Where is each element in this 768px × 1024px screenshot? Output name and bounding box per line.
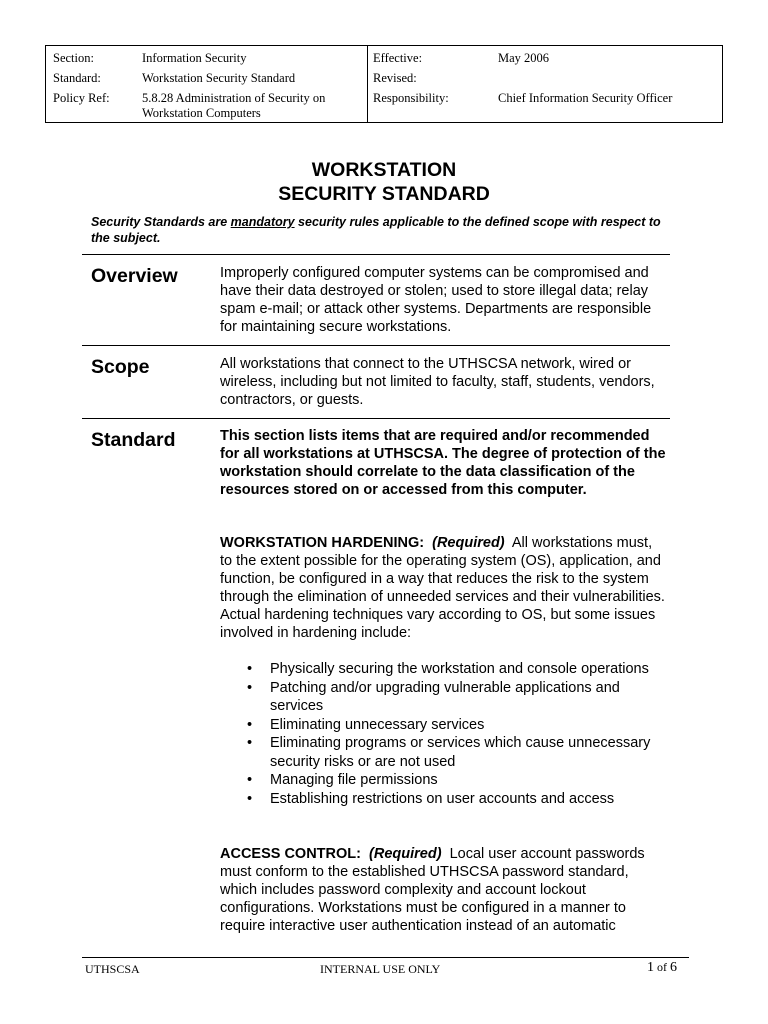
effective-label: Effective: — [373, 51, 423, 65]
hardening-paragraph — [220, 534, 668, 642]
bullet-icon: • — [247, 679, 253, 696]
section-divider — [82, 345, 670, 346]
policy-ref-value-line1: 5.8.28 Administration of Security on — [142, 91, 326, 105]
scope-text: All workstations that connect to the UTHSCSA network, wired or wireless, including but not limited to faculty, staff, students, vendors, contractors, or guests. — [220, 356, 655, 408]
footer-divider — [82, 957, 689, 958]
policy-ref-value-line2: Workstation Computers — [142, 106, 261, 120]
header-divider — [367, 46, 368, 122]
bullet-icon: • — [247, 716, 253, 733]
section-label: Section: — [53, 51, 94, 65]
intro-underlined: mandatory — [230, 215, 295, 229]
hardening-issues-list — [220, 660, 668, 808]
list-item — [220, 734, 668, 771]
scope-heading: Scope — [91, 356, 150, 378]
list-item-text: Physically securing the workstation and console operations — [270, 661, 649, 677]
hardening-required: (Required) — [432, 535, 505, 551]
standard-label: Standard: — [53, 71, 101, 85]
access-control-label: ACCESS CONTROL: — [220, 846, 361, 862]
bullet-icon: • — [247, 661, 253, 677]
intro-before: Security Standards are — [91, 215, 231, 229]
list-item — [220, 790, 668, 809]
policy-ref-label: Policy Ref: — [53, 91, 110, 105]
overview-heading: Overview — [91, 265, 178, 287]
document-title-line1: WORKSTATION — [311, 159, 457, 181]
list-item — [220, 679, 668, 716]
section-divider — [82, 254, 670, 255]
list-item — [220, 660, 668, 679]
current-page: 1 — [647, 960, 654, 975]
access-control-required: (Required) — [369, 846, 442, 862]
footer-classification: INTERNAL USE ONLY — [320, 962, 441, 976]
revised-label: Revised: — [373, 71, 417, 85]
bullet-icon: • — [247, 790, 253, 807]
hardening-label: WORKSTATION HARDENING: — [220, 535, 425, 551]
list-item-text: Managing file permissions — [270, 772, 438, 788]
standard-heading: Standard — [91, 429, 176, 451]
document-title-line2: SECURITY STANDARD — [278, 183, 490, 205]
document-header-table — [45, 45, 723, 123]
standard-value: Workstation Security Standard — [142, 71, 296, 85]
total-pages: 6 — [670, 960, 677, 975]
section-value: Information Security — [142, 51, 247, 65]
responsibility-value: Chief Information Security Officer — [498, 91, 673, 105]
access-control-text: Local user account passwords must conform to the established UTHSCSA password standard, which includes password complexity and account lockout configurations. Workstations must be configured in a manner to require interactive user authentication instead of an automatic — [220, 846, 645, 934]
overview-text: Improperly configured computer systems can be compromised and have their data destroyed or stolen; used to store illegal data; relay spam e-mail; or attack other systems. Departments are responsible for maintaining secure workstations. — [220, 265, 652, 335]
effective-value: May 2006 — [498, 51, 550, 65]
bullet-icon: • — [247, 772, 253, 788]
bullet-icon: • — [247, 735, 253, 751]
responsibility-label: Responsibility: — [373, 91, 449, 105]
intro-after: security rules applicable to the defined scope with respect to the subject. — [91, 215, 661, 245]
page-of: of — [657, 960, 667, 974]
list-item-text: Establishing restrictions on user accounts and access — [270, 790, 615, 807]
standard-intro: This section lists items that are required and/or recommended for all workstations at UTHSCSA. The degree of protection of the workstation should correlate to the data classification of the resources stored on or accessed from this computer. — [220, 428, 666, 498]
list-item-text: Eliminating unnecessary services — [270, 716, 485, 733]
section-divider — [82, 418, 670, 419]
access-control-paragraph — [220, 845, 668, 935]
list-item-text: Patching and/or upgrading vulnerable applications and services — [270, 679, 620, 714]
list-item — [220, 771, 668, 790]
hardening-text: All workstations must, to the extent possible for the operating system (OS), application, and function, be configured in a way that reduces the risk to the system through the elimination of unneeded services and their vulnerabilities. Actual hardening techniques vary according to OS, but some issues involved in hardening include: — [220, 535, 665, 641]
intro-statement — [91, 214, 681, 246]
footer-org: UTHSCSA — [85, 962, 140, 976]
list-item — [220, 716, 668, 735]
footer-page-number — [647, 960, 677, 976]
list-item-text: Eliminating programs or services which cause unnecessary security risks or are not used — [270, 735, 651, 770]
